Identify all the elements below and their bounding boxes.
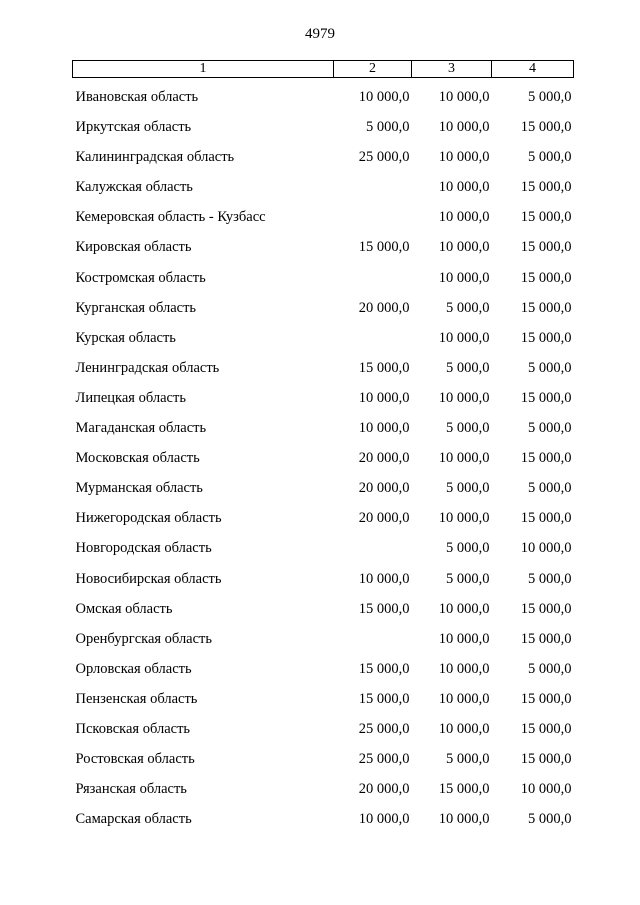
value-cell-col2: 15 000,0 <box>358 600 410 617</box>
value-cell-col4: 10 000,0 <box>520 540 572 557</box>
region-name-cell: Липецкая область <box>75 389 186 406</box>
value-cell-col2: 10 000,0 <box>358 570 410 587</box>
table-row <box>73 804 574 834</box>
table-row <box>73 78 574 113</box>
value-cell-col4: 5 000,0 <box>528 660 572 677</box>
region-name-cell: Калужская область <box>75 179 193 196</box>
table-row <box>73 684 574 714</box>
value-cell-col3: 10 000,0 <box>438 119 490 136</box>
region-name-cell: Ивановская область <box>75 89 199 105</box>
value-cell-col2: 25 000,0 <box>358 751 410 768</box>
value-cell-col2: 15 000,0 <box>358 359 410 376</box>
value-cell-col4: 15 000,0 <box>520 690 572 707</box>
value-cell-col3: 10 000,0 <box>438 660 490 677</box>
value-cell-col4: 5 000,0 <box>528 359 572 376</box>
table-row <box>73 142 574 172</box>
value-cell-col3: 5 000,0 <box>446 420 490 437</box>
region-name-cell: Орловская область <box>75 660 192 677</box>
table-row <box>73 473 574 503</box>
table-row <box>73 594 574 624</box>
region-name-cell: Курская область <box>75 329 176 346</box>
table-row <box>73 202 574 232</box>
table-row <box>73 172 574 202</box>
region-name-cell: Омская область <box>75 600 173 617</box>
table-row <box>73 503 574 533</box>
table-row <box>73 353 574 383</box>
region-name-cell: Пензенская область <box>75 690 198 707</box>
value-cell-col3: 10 000,0 <box>438 389 490 406</box>
value-cell-col4: 5 000,0 <box>528 420 572 437</box>
value-cell-col2: 15 000,0 <box>358 239 410 256</box>
value-cell-col3: 10 000,0 <box>438 510 490 527</box>
value-cell-col2: 25 000,0 <box>358 720 410 737</box>
value-cell-col4: 15 000,0 <box>520 329 572 346</box>
value-cell-col2: 20 000,0 <box>358 450 410 467</box>
value-cell-col4: 15 000,0 <box>520 600 572 617</box>
region-name-cell: Оренбургская область <box>75 630 213 647</box>
region-name-cell: Самарская область <box>75 811 192 828</box>
value-cell-col4: 15 000,0 <box>520 389 572 406</box>
value-cell-col2: 20 000,0 <box>358 480 410 497</box>
value-cell-col3: 10 000,0 <box>438 329 490 346</box>
value-cell-col4: 5 000,0 <box>528 89 572 105</box>
column-header-2: 2 <box>334 61 412 78</box>
region-name-cell: Новгородская область <box>75 540 212 557</box>
value-cell-col4: 15 000,0 <box>520 209 572 226</box>
table-row <box>73 413 574 443</box>
value-cell-col2: 15 000,0 <box>358 660 410 677</box>
value-cell-col3: 15 000,0 <box>438 781 490 798</box>
column-header-1: 1 <box>73 61 334 78</box>
table-row <box>73 232 574 262</box>
value-cell-col3: 10 000,0 <box>438 720 490 737</box>
value-cell-col2: 20 000,0 <box>358 299 410 316</box>
region-name-cell: Нижегородская область <box>75 510 222 527</box>
value-cell-col2: 5 000,0 <box>366 119 410 136</box>
value-cell-col2: 10 000,0 <box>358 389 410 406</box>
value-cell-col3: 10 000,0 <box>438 239 490 256</box>
table-row <box>73 564 574 594</box>
value-cell-col2: 10 000,0 <box>358 420 410 437</box>
region-name-cell: Московская область <box>75 450 200 467</box>
region-name-cell: Магаданская область <box>75 420 207 437</box>
value-cell-col3: 5 000,0 <box>446 480 490 497</box>
value-cell-col2: 15 000,0 <box>358 690 410 707</box>
value-cell-col3: 5 000,0 <box>446 359 490 376</box>
value-cell-col3: 5 000,0 <box>446 570 490 587</box>
table-row <box>73 533 574 563</box>
value-cell-col3: 5 000,0 <box>446 751 490 768</box>
value-cell-col3: 5 000,0 <box>446 540 490 557</box>
region-name-cell: Калининградская область <box>75 149 235 166</box>
value-cell-col2 <box>334 323 412 353</box>
value-cell-col4: 5 000,0 <box>528 149 572 166</box>
value-cell-col2 <box>334 263 412 293</box>
value-cell-col2: 10 000,0 <box>358 811 410 828</box>
value-cell-col2 <box>334 202 412 232</box>
region-name-cell: Ростовская область <box>75 751 195 768</box>
region-name-cell: Костромская область <box>75 269 206 286</box>
value-cell-col2 <box>334 624 412 654</box>
value-cell-col3: 10 000,0 <box>438 209 490 226</box>
value-cell-col2: 20 000,0 <box>358 510 410 527</box>
value-cell-col4: 5 000,0 <box>528 811 572 828</box>
value-cell-col2 <box>334 172 412 202</box>
data-table <box>72 60 574 834</box>
table-row <box>73 714 574 744</box>
value-cell-col2: 20 000,0 <box>358 781 410 798</box>
table-row <box>73 263 574 293</box>
table-row <box>73 443 574 473</box>
value-cell-col2: 25 000,0 <box>358 149 410 166</box>
table-row <box>73 774 574 804</box>
table-row <box>73 112 574 142</box>
region-name-cell: Кировская область <box>75 239 192 256</box>
value-cell-col4: 15 000,0 <box>520 119 572 136</box>
region-name-cell: Псковская область <box>75 720 191 737</box>
region-name-cell: Кемеровская область - Кузбасс <box>75 209 266 226</box>
page-number: 4979 <box>305 26 335 42</box>
value-cell-col3: 10 000,0 <box>438 630 490 647</box>
value-cell-col4: 15 000,0 <box>520 239 572 256</box>
value-cell-col4: 15 000,0 <box>520 720 572 737</box>
column-header-4: 4 <box>492 61 574 78</box>
value-cell-col3: 10 000,0 <box>438 149 490 166</box>
value-cell-col4: 15 000,0 <box>520 510 572 527</box>
value-cell-col3: 10 000,0 <box>438 811 490 828</box>
region-name-cell: Курганская область <box>75 299 197 316</box>
value-cell-col4: 15 000,0 <box>520 751 572 768</box>
column-header-3: 3 <box>412 61 492 78</box>
region-name-cell: Рязанская область <box>75 781 187 798</box>
table-body <box>73 78 574 835</box>
table-row <box>73 323 574 353</box>
region-name-cell: Иркутская область <box>75 119 192 136</box>
value-cell-col3: 10 000,0 <box>438 600 490 617</box>
value-cell-col4: 5 000,0 <box>528 570 572 587</box>
region-name-cell: Новосибирская область <box>75 570 222 587</box>
value-cell-col4: 15 000,0 <box>520 269 572 286</box>
region-name-cell: Мурманская область <box>75 480 203 497</box>
value-cell-col3: 10 000,0 <box>438 450 490 467</box>
table-row <box>73 624 574 654</box>
value-cell-col4: 5 000,0 <box>528 480 572 497</box>
value-cell-col3: 10 000,0 <box>438 179 490 196</box>
table-row <box>73 383 574 413</box>
value-cell-col3: 10 000,0 <box>438 269 490 286</box>
value-cell-col4: 10 000,0 <box>520 781 572 798</box>
value-cell-col4: 15 000,0 <box>520 299 572 316</box>
table-row <box>73 293 574 323</box>
table-row <box>73 654 574 684</box>
value-cell-col4: 15 000,0 <box>520 630 572 647</box>
header-row <box>73 61 574 78</box>
table-row <box>73 744 574 774</box>
value-cell-col2: 10 000,0 <box>358 89 410 105</box>
region-name-cell: Ленинградская область <box>75 359 220 376</box>
value-cell-col4: 15 000,0 <box>520 179 572 196</box>
value-cell-col3: 10 000,0 <box>438 89 490 105</box>
value-cell-col4: 15 000,0 <box>520 450 572 467</box>
value-cell-col3: 10 000,0 <box>438 690 490 707</box>
value-cell-col2 <box>334 533 412 563</box>
value-cell-col3: 5 000,0 <box>446 299 490 316</box>
